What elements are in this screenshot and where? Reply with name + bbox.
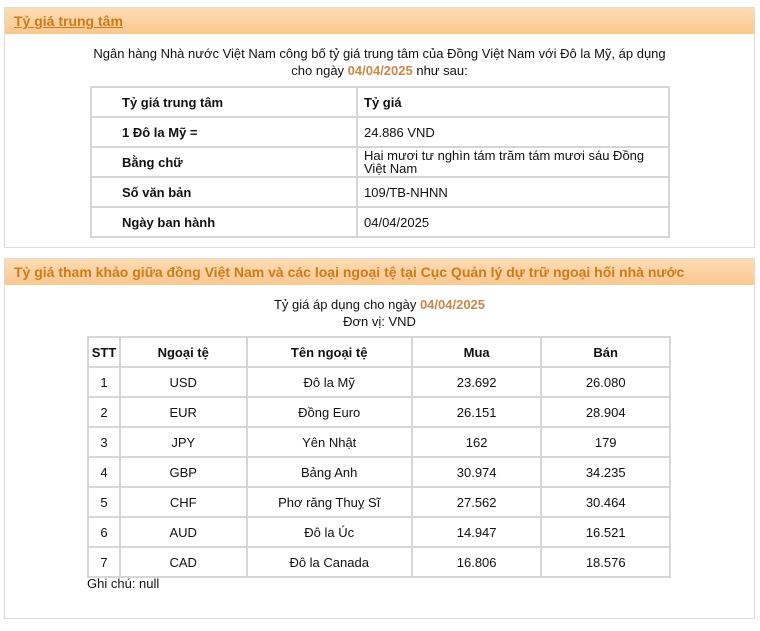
central-rate-header [5, 8, 754, 34]
table-row [88, 517, 670, 547]
cell-sell: 30.464 [541, 487, 670, 517]
cell-code: GBP [120, 457, 247, 487]
cell-sell: 26.080 [541, 367, 670, 397]
central-rate-intro [5, 45, 754, 79]
cell-name: Đô la Úc [247, 517, 412, 547]
cell-stt: 5 [88, 487, 120, 517]
table-row [91, 207, 669, 237]
cell-stt: 6 [88, 517, 120, 547]
intro-line-2 [5, 62, 754, 79]
cell-stt: 3 [88, 427, 120, 457]
cell-code: USD [120, 367, 247, 397]
row-label: Ngày ban hành [91, 207, 357, 237]
table-header-row [91, 87, 669, 117]
row-label: 1 Đô la Mỹ = [91, 117, 357, 147]
cell-sell: 34.235 [541, 457, 670, 487]
cell-stt: 4 [88, 457, 120, 487]
cell-sell: 179 [541, 427, 670, 457]
table-row [88, 367, 670, 397]
central-rate-title-link[interactable]: Tỷ giá trung tâm [14, 13, 123, 29]
col-header-sell: Bán [541, 337, 670, 367]
table-row [88, 457, 670, 487]
col-header-stt: STT [88, 337, 120, 367]
cell-sell: 28.904 [541, 397, 670, 427]
applied-date-line [5, 296, 754, 313]
intro-prefix: cho ngày [291, 63, 348, 78]
cell-stt: 2 [88, 397, 120, 427]
reference-rate-panel [4, 258, 755, 619]
note-text: Ghi chú: null [87, 576, 160, 591]
applied-prefix: Tỷ giá áp dụng cho ngày [273, 297, 420, 312]
cell-stt: 1 [88, 367, 120, 397]
central-rate-panel [4, 7, 755, 248]
intro-suffix: như sau: [412, 63, 468, 78]
cell-buy: 14.947 [412, 517, 542, 547]
unit-line: Đơn vị: VND [343, 314, 416, 329]
cell-code: CHF [120, 487, 247, 517]
reference-rate-intro [5, 296, 754, 330]
cell-buy: 27.562 [412, 487, 542, 517]
central-rate-table [90, 86, 670, 238]
table-row [91, 117, 669, 147]
cell-name: Đô la Mỹ [247, 367, 412, 397]
reference-rate-table [87, 336, 671, 578]
cell-sell: 16.521 [541, 517, 670, 547]
table-row [88, 487, 670, 517]
col-header-name: Tên ngoại tệ [247, 337, 412, 367]
applied-date: 04/04/2025 [419, 297, 486, 312]
intro-date: 04/04/2025 [347, 63, 413, 78]
cell-code: EUR [120, 397, 247, 427]
row-value: 24.886 VND [357, 117, 669, 147]
cell-sell: 18.576 [541, 547, 670, 577]
cell-stt: 7 [88, 547, 120, 577]
cell-buy: 26.151 [412, 397, 542, 427]
cell-name: Phơ răng Thuỵ Sĩ [247, 487, 412, 517]
header-value: Tỷ giá [357, 87, 669, 117]
table-header-row [88, 337, 670, 367]
cell-name: Bảng Anh [247, 457, 412, 487]
table-row [91, 147, 669, 177]
row-value: 109/TB-NHNN [357, 177, 669, 207]
intro-line-1: Ngân hàng Nhà nước Việt Nam công bố tỷ giá trung tâm của Đồng Việt Nam với Đô la Mỹ, áp dụng [93, 46, 666, 61]
row-label: Bằng chữ [91, 147, 357, 177]
cell-code: CAD [120, 547, 247, 577]
cell-buy: 16.806 [412, 547, 542, 577]
cell-name: Yên Nhật [247, 427, 412, 457]
table-row [88, 547, 670, 577]
row-value: Hai mươi tư nghìn tám trăm tám mươi sáu Đồng Việt Nam [357, 147, 669, 177]
cell-name: Đồng Euro [247, 397, 412, 427]
table-row [88, 427, 670, 457]
cell-buy: 162 [412, 427, 542, 457]
row-label: Số văn bản [91, 177, 357, 207]
header-label: Tỷ giá trung tâm [91, 87, 357, 117]
table-row [88, 397, 670, 427]
cell-buy: 23.692 [412, 367, 542, 397]
cell-code: AUD [120, 517, 247, 547]
table-row [91, 177, 669, 207]
cell-buy: 30.974 [412, 457, 542, 487]
reference-rate-header: Tỷ giá tham khảo giữa đồng Việt Nam và các loại ngoại tệ tại Cục Quản lý dự trữ ngoại hối nhà nước [5, 259, 754, 285]
cell-name: Đô la Canada [247, 547, 412, 577]
col-header-buy: Mua [412, 337, 542, 367]
col-header-code: Ngoại tệ [120, 337, 247, 367]
cell-code: JPY [120, 427, 247, 457]
row-value: 04/04/2025 [357, 207, 669, 237]
